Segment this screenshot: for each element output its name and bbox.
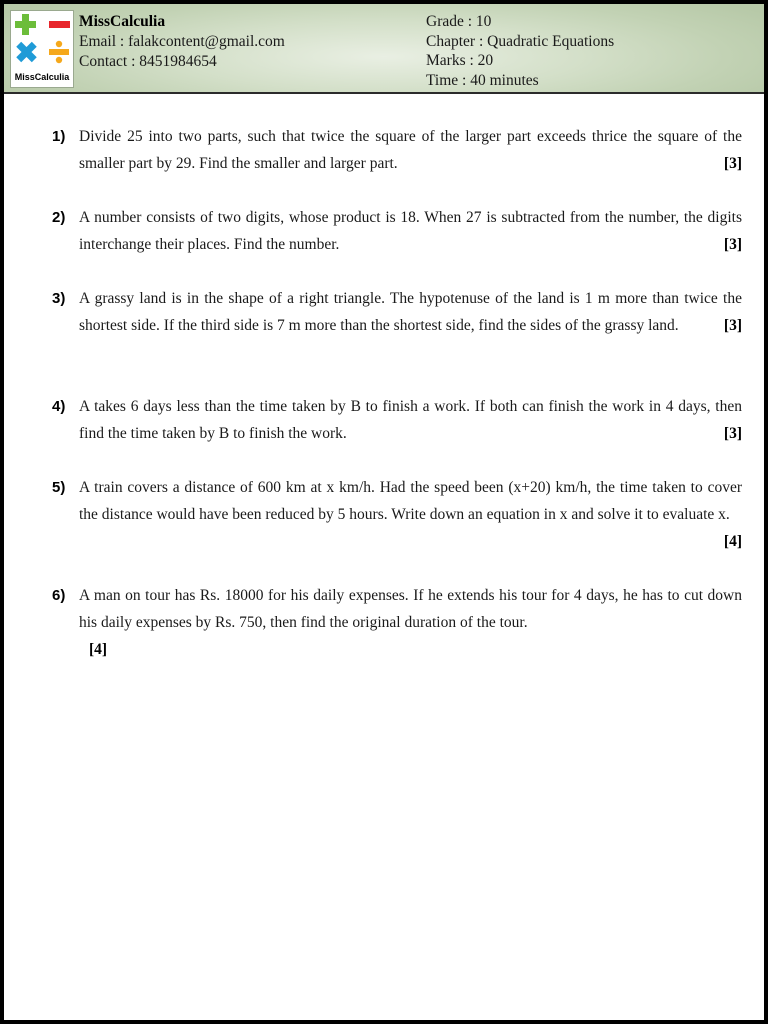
minus-icon — [49, 21, 70, 28]
question-number: 5) — [52, 479, 66, 496]
marks-line: Marks : 20 — [426, 52, 494, 69]
worksheet-header — [4, 4, 764, 94]
question-number: 6) — [52, 587, 66, 604]
contact-line: Contact : 8451984654 — [79, 53, 217, 70]
question-text — [79, 393, 742, 447]
question-marks-line — [79, 636, 742, 663]
question-number: 4) — [52, 398, 66, 415]
question-body: A takes 6 days less than the time taken by B to finish a work. If both can finish the work in 4 days, then find the time taken by B to finish the work. — [79, 398, 742, 442]
question-marks: [3] — [723, 155, 742, 172]
question-body: A train covers a distance of 600 km at x km/h. Had the speed been (x+20) km/h, the time taken to cover the distance would have been reduced by 5 hours. Write down an equation in x and solve it to evaluate x. — [79, 479, 742, 523]
exam-info-block — [426, 12, 614, 90]
question-body: A man on tour has Rs. 18000 for his daily expenses. If he extends his tour for 4 days, he has to cut down his daily expenses by Rs. 750, then find the original duration of the tour. — [79, 587, 742, 631]
question-6 — [52, 582, 742, 663]
question-marks: [3] — [723, 425, 742, 442]
question-number: 3) — [52, 290, 66, 307]
logo-text: MissCalculia — [14, 72, 70, 82]
time-line: Time : 40 minutes — [426, 71, 539, 89]
misscalculia-logo — [10, 10, 74, 88]
question-number: 2) — [52, 209, 66, 226]
question-2 — [52, 204, 742, 258]
chapter-line: Chapter : Quadratic Equations — [426, 32, 615, 50]
question-body: A number consists of two digits, whose product is 18. When 27 is subtracted from the number, the digits interchange their places. Find the number. — [79, 209, 742, 253]
question-marks: [4] — [89, 641, 108, 658]
question-marks: [3] — [723, 317, 742, 334]
question-4 — [52, 393, 742, 447]
contact-block — [79, 12, 285, 72]
question-number: 1) — [52, 128, 66, 145]
question-text — [79, 123, 742, 177]
brand-name: MissCalculia — [79, 13, 166, 30]
question-5 — [52, 474, 742, 555]
question-text — [79, 285, 742, 339]
question-text — [79, 204, 742, 258]
question-marks: [4] — [723, 533, 742, 550]
plus-icon — [15, 14, 36, 35]
grade-line: Grade : 10 — [426, 13, 492, 30]
question-3 — [52, 285, 742, 339]
question-marks: [3] — [723, 236, 742, 253]
question-text — [79, 474, 742, 550]
question-body: A grassy land is in the shape of a right triangle. The hypotenuse of the land is 1 m more than twice the shortest side. If the third side is 7 m more than the shortest side, find the sides of the grassy land. — [79, 290, 742, 334]
divide-icon — [49, 41, 69, 63]
email-line: Email : falakcontent@gmail.com — [79, 33, 285, 50]
question-text — [79, 582, 742, 663]
question-1 — [52, 123, 742, 177]
question-body: Divide 25 into two parts, such that twice the square of the larger part exceeds thrice the square of the smaller part by 29. Find the smaller and larger part. — [79, 128, 742, 172]
multiply-icon — [16, 42, 37, 63]
